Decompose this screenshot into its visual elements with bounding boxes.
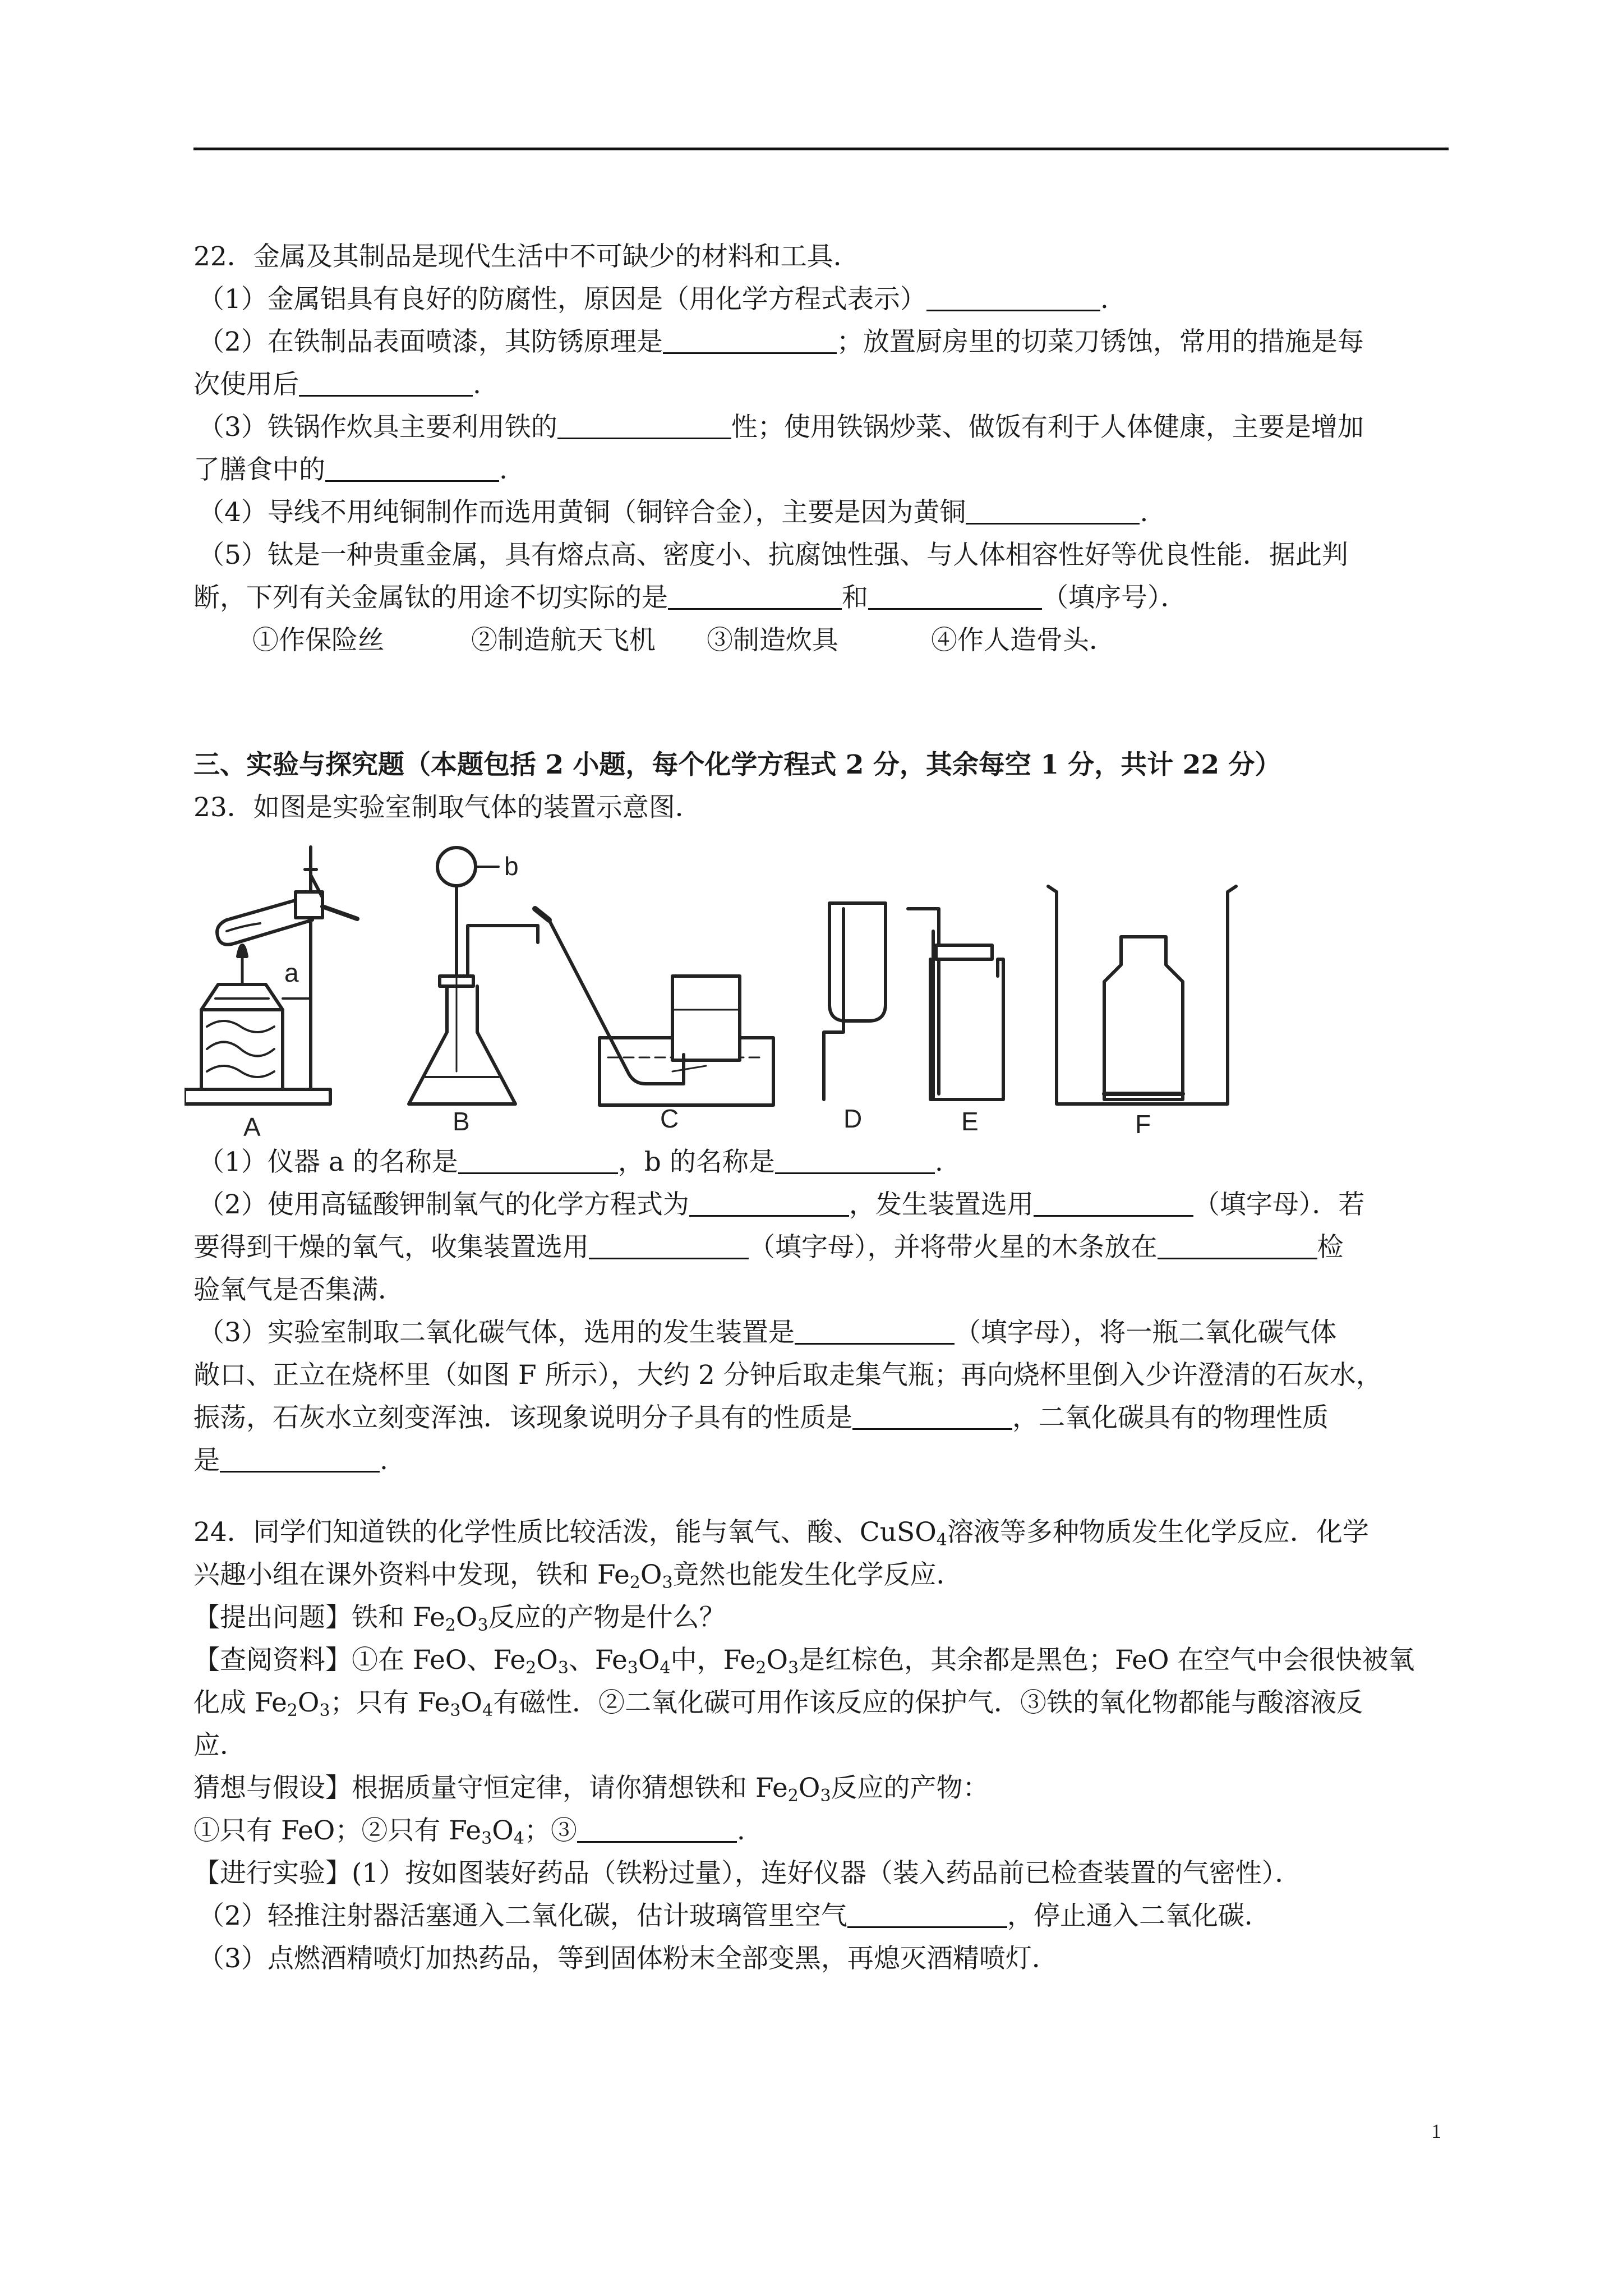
label-E: E	[961, 1107, 979, 1136]
section-heading: 三、实验与探究题（本题包括 2 小题，每个化学方程式 2 分，其余每空 1 分，共计 22 分）	[193, 749, 1281, 780]
q24-references: 【查阅资料】①在 FeO、$Fe_2O_3$、$Fe_3O_4$中，$Fe_2O_3$是红棕色，其余都是黑色；FeO 在空气中会很快被氧	[193, 1645, 1415, 1678]
apparatus-e	[908, 909, 1003, 1099]
answer-blank[interactable]	[689, 1188, 849, 1217]
apparatus-diagram	[185, 836, 1452, 1139]
apparatus-d	[824, 903, 886, 1099]
q24-experiment-3: （3）点燃酒精喷灯加热药品，等到固体粉末全部变黑，再熄灭酒精喷灯．	[198, 1943, 1058, 1974]
apparatus-b	[409, 848, 538, 1104]
q24-line1: 24．同学们知道铁的化学性质比较活泼，能与氧气、酸、CuSO$_4$溶液等多种物质发生化学反应．化学	[193, 1517, 1369, 1550]
header-rule	[193, 148, 1449, 150]
q22-part5: （5）钛是一种贵重金属，具有熔点高、密度小、抗腐蚀性强、与人体相容性好等优良性能．据此判	[198, 540, 1348, 570]
q22-part2-cont: 次使用后 .	[193, 369, 481, 400]
label-F: F	[1135, 1110, 1151, 1139]
q22-part1: （1）金属铝具有良好的防腐性，原因是（用化学方程式表示） .	[198, 284, 1109, 315]
q22-part5-cont: 断，下列有关金属钛的用途不切实际的是 和 （填序号）．	[193, 582, 1187, 613]
option-3: ③制造炊具	[707, 625, 838, 656]
answer-blank[interactable]	[325, 453, 499, 482]
q22-part3-cont: 了膳食中的 .	[193, 454, 508, 485]
q24-question: 【提出问题】铁和 $Fe_2O_3$反应的产物是什么？	[193, 1602, 726, 1635]
q24-guesses: ①只有 FeO；②只有 $Fe_3O_4$；③ .	[193, 1815, 745, 1848]
exam-page	[193, 236, 1449, 1980]
q24-references-cont: 化成 $Fe_2O_3$；只有 $Fe_3O_4$有磁性．②二氧化碳可用作该反应的保护气．③铁的氧化物都能与酸溶液反	[193, 1687, 1363, 1720]
apparatus-c	[535, 909, 773, 1105]
label-C: C	[660, 1104, 679, 1133]
answer-blank[interactable]	[458, 1145, 618, 1174]
answer-blank[interactable]	[852, 1401, 1012, 1430]
answer-blank[interactable]	[589, 1231, 749, 1259]
q22-part2: （2）在铁制品表面喷漆，其防锈原理是 ；放置厨房里的切菜刀锈蚀，常用的措施是每	[198, 326, 1364, 357]
label-b: b	[504, 852, 519, 881]
q23-part2: （2）使用高锰酸钾制氧气的化学方程式为 ，发生装置选用 （填字母）．若	[198, 1189, 1365, 1220]
q23-title: 23．如图是实验室制取气体的装置示意图．	[193, 792, 702, 823]
label-a: a	[284, 958, 299, 987]
answer-blank[interactable]	[1034, 1188, 1193, 1217]
q24-hypothesis: 猜想与假设】根据质量守恒定律，请你猜想铁和 $Fe_2O_3$反应的产物：	[193, 1773, 989, 1806]
q23-part1: （1）仪器 a 的名称是 ，b 的名称是 .	[198, 1147, 943, 1177]
option-4: ④作人造骨头．	[931, 625, 1115, 656]
page-number: 1	[1431, 2120, 1441, 2142]
apparatus-a	[185, 847, 357, 1104]
answer-blank[interactable]	[668, 581, 842, 610]
answer-blank[interactable]	[663, 325, 837, 354]
label-D: D	[843, 1104, 863, 1133]
spacer	[193, 1482, 1449, 1511]
answer-blank[interactable]	[847, 1899, 1007, 1928]
apparatus-figure	[193, 836, 1449, 1139]
option-2: ②制造航天飞机	[471, 625, 656, 656]
q22-part4: （4）导线不用纯铜制作而选用黄铜（铜锌合金），主要是因为黄铜 .	[198, 497, 1149, 528]
label-B: B	[453, 1107, 470, 1136]
q22-part3: （3）铁锅作炊具主要利用铁的 性；使用铁锅炒菜、做饭有利于人体健康，主要是增加	[198, 412, 1364, 443]
answer-blank[interactable]	[868, 581, 1042, 610]
answer-blank[interactable]	[926, 283, 1100, 311]
q22-options	[193, 619, 1449, 662]
apparatus-f	[1048, 886, 1236, 1104]
q23-part2-end: 验氧气是否集满．	[193, 1274, 404, 1305]
q24-experiment-1: 【进行实验】(1）按如图装好药品（铁粉过量），连好仪器（装入药品前已检查装置的气密性）．	[193, 1858, 1302, 1889]
answer-blank[interactable]	[577, 1814, 737, 1843]
answer-blank[interactable]	[795, 1316, 955, 1345]
answer-blank[interactable]	[966, 496, 1140, 524]
answer-blank[interactable]	[299, 368, 473, 397]
answer-blank[interactable]	[220, 1444, 380, 1473]
option-1: ①作保险丝	[252, 625, 384, 656]
answer-blank[interactable]	[557, 411, 731, 439]
q23-part3-cont2: 振荡，石灰水立刻变浑浊．该现象说明分子具有的性质是 ，二氧化碳具有的物理性质	[193, 1402, 1329, 1433]
q23-part3-end: 是 .	[193, 1445, 388, 1476]
answer-blank[interactable]	[1158, 1231, 1317, 1259]
q23-part3: （3）实验室制取二氧化碳气体，选用的发生装置是 （填字母），将一瓶二氧化碳气体	[198, 1317, 1337, 1348]
q23-part3-cont: 敞口、正立在烧杯里（如图 F 所示），大约 2 分钟后取走集气瓶；再向烧杯里倒入少许澄清的石灰水，	[193, 1360, 1382, 1391]
label-A: A	[243, 1112, 261, 1139]
q24-experiment-2: （2）轻推注射器活塞通入二氧化碳，估计玻璃管里空气 ，停止通入二氧化碳．	[198, 1901, 1271, 1931]
q22-title: 22．金属及其制品是现代生活中不可缺少的材料和工具．	[193, 241, 860, 272]
q24-line2: 兴趣小组在课外资料中发现，铁和 $Fe_2O_3$竟然也能发生化学反应．	[193, 1559, 963, 1593]
q24-references-end: 应．	[193, 1730, 246, 1761]
q23-part2-cont: 要得到干燥的氧气，收集装置选用 （填字母），并将带火星的木条放在 检	[193, 1232, 1344, 1263]
answer-blank[interactable]	[775, 1145, 935, 1174]
